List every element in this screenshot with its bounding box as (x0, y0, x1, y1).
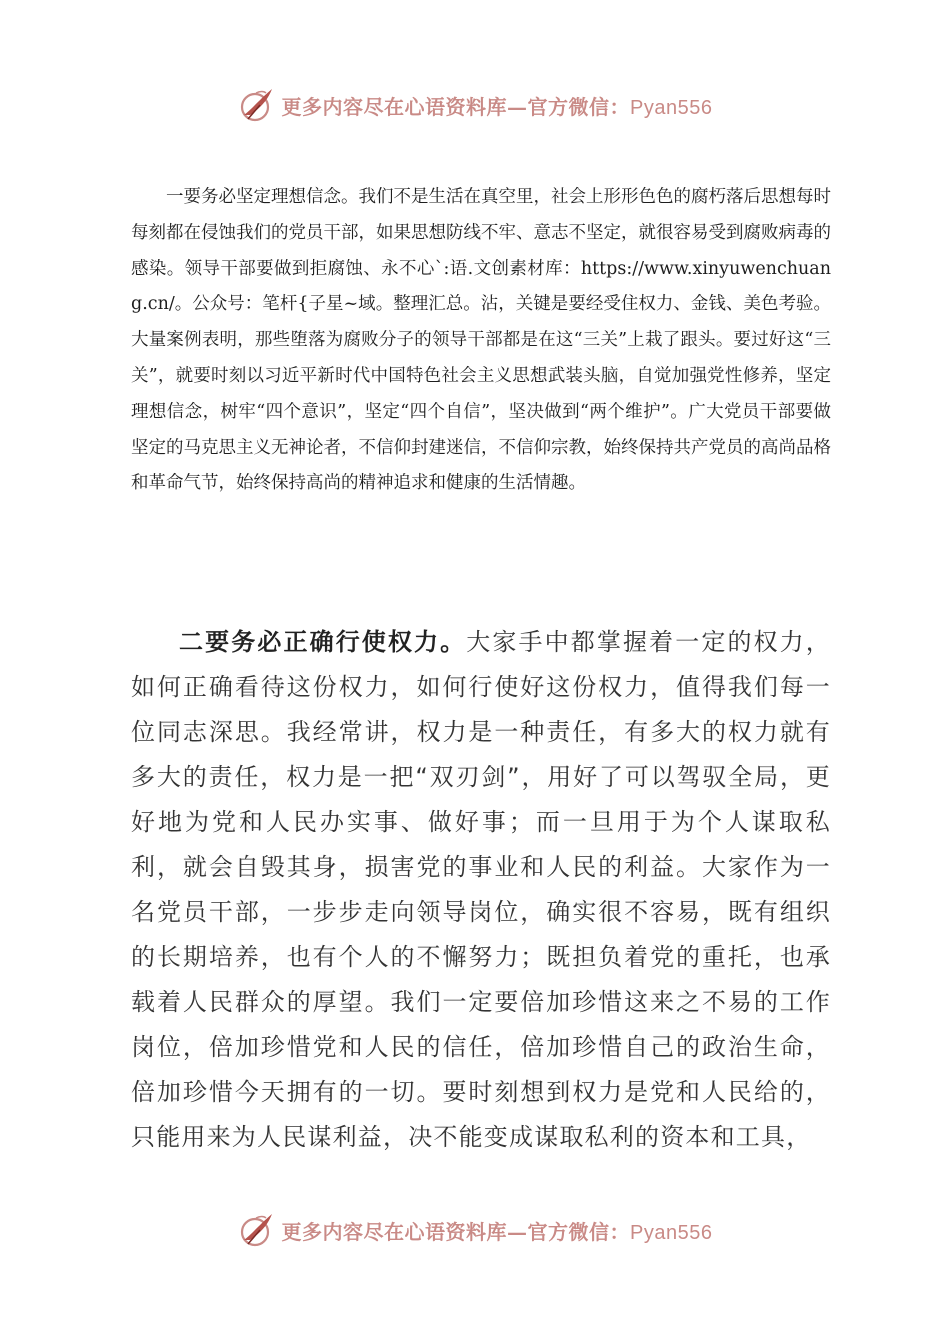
footer-banner-text (282, 1216, 713, 1245)
paragraph-1: 一要务必坚定理想信念。我们不是生活在真空里，社会上形形色色的腐朽落后思想每时每刻都在侵蚀我们的党员干部，如果思想防线不牢、意志不坚定，就很容易受到腐败病毒的感染。领导干部要做到拒腐蚀、永不心`:语.文创素材库：https://www.xinyuwenchuang.cn/。公众号：笔杆{子星~域。整理汇总。沾，关键是要经受住权力、金钱、美色考验。大量案例表明，那些堕落为腐败分子的领导干部都是在这“三关”上栽了跟头。要过好这“三关”，就要时刻以习近平新时代中国特色社会主义思想武装头脑，自觉加强党性修养，坚定理想信念，树牢“四个意识”，坚定“四个自信”，坚决做到“两个维护”。广大党员干部要做坚定的马克思主义无神论者，不信仰封建迷信，不信仰宗教，始终保持共产党员的高尚品格和革命气节，始终保持高尚的精神追求和健康的生活情趣。 (131, 187, 831, 494)
footer-banner (0, 1205, 950, 1255)
paragraph-2 (131, 620, 831, 1160)
header-banner-text (282, 91, 713, 120)
paragraph-2-body: 大家手中都掌握着一定的权力，如何正确看待这份权力，如何行使好这份权力，值得我们每一位同志深思。我经常讲，权力是一种责任，有多大的权力就有多大的责任，权力是一把“双刃剑”，用好了可以驾驭全局，更好地为党和人民办实事、做好事；而一旦用于为个人谋取私利，就会自毁其身，损害党的事业和人民的利益。大家作为一名党员干部，一步步走向领导岗位，确实很不容易，既有组织的长期培养，也有个人的不懈努力；既担负着党的重托，也承载着人民群众的厚望。我们一定要倍加珍惜这来之不易的工作岗位，倍加珍惜党和人民的信任，倍加珍惜自己的政治生命，倍加珍惜今天拥有的一切。要时刻想到权力是党和人民给的，只能用来为人民谋利益，决不能变成谋取私利的资本和工具， (131, 628, 831, 1151)
paragraph-2-lead: 二要务必正确行使权力。 (179, 628, 467, 656)
header-banner-title: 更多内容尽在心语资料库—官方微信： (281, 94, 631, 119)
header-banner-wechat-id: Pyan556 (630, 96, 713, 119)
footer-banner-wechat-id: Pyan556 (630, 1221, 713, 1244)
header-banner (0, 80, 950, 130)
quill-pen-logo-icon (238, 85, 278, 125)
footer-banner-title: 更多内容尽在心语资料库—官方微信： (281, 1219, 631, 1244)
quill-pen-logo-icon (238, 1210, 278, 1250)
